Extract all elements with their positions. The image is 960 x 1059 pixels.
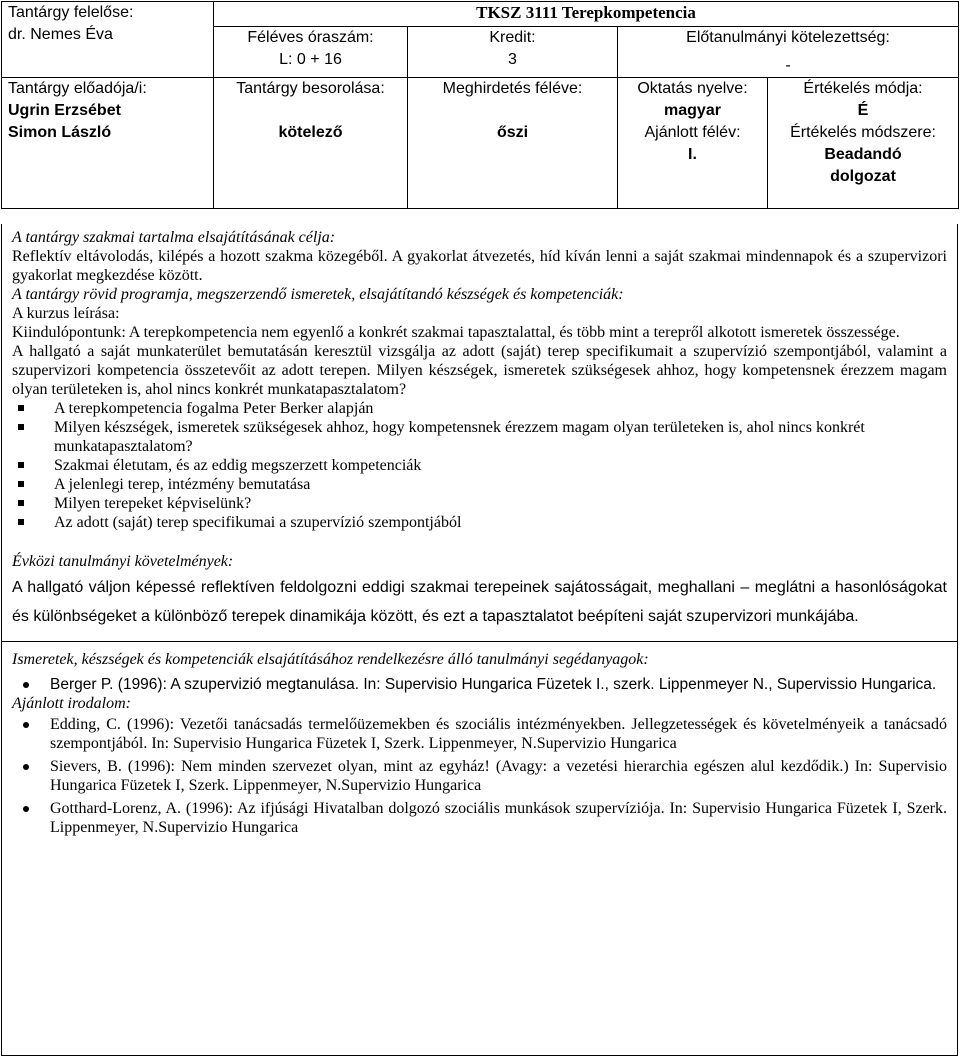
list-item: Milyen készségek, ismeretek szükségesek ahhoz, hogy kompetensnek érezzem magam olyan területeken is, ahol nincs konkrét munkatapasztalatom? <box>12 418 947 456</box>
course-header-table <box>1 1 959 209</box>
list-item: Berger P. (1996): A szupervizió megtanulása. In: Supervisio Hungarica Füzetek I., szerk. Lippenmeyer N., Supervissio Hungarica. <box>12 675 947 694</box>
bullet-icon <box>18 500 24 506</box>
course-description-p1: Kiindulópontunk: A terepkompetencia nem egyenlő a konkrét szakmai tapasztalattal, és több mint a terepről alkotott ismeretek összessége. <box>12 324 900 341</box>
bullet-icon <box>18 462 24 468</box>
semester-label: Meghirdetés féléve: <box>442 80 583 97</box>
semester-value: őszi <box>496 124 529 141</box>
credit-cell <box>408 27 618 78</box>
goal-heading: A tantárgy szakmai tartalma elsajátításának célja: <box>12 229 336 246</box>
lecturer-name-2: Simon László <box>8 124 112 141</box>
language-cell <box>618 78 768 209</box>
language-label: Oktatás nyelve: <box>637 80 748 97</box>
evaluation-method-label: Értékelés módszere: <box>790 124 936 141</box>
lecturer-cell <box>2 78 214 209</box>
prereq-cell <box>618 27 959 78</box>
list-item: Edding, C. (1996): Vezetői tanácsadás termelőüzemekben és szociális intézményekben. Jellegzetességek és követelményeik a tanácsadó szempontjából. In: Supervisio Hungarica Füzetek I, Szerk. Lippenmeyer, N.Supervizio Hungarica <box>12 715 947 753</box>
topic-list <box>12 399 947 532</box>
course-content <box>1 224 958 1056</box>
bullet-icon <box>23 806 29 812</box>
course-description-p2: A hallgató a saját munkaterület bemutatásán keresztül vizsgálja az adott (saját) terep specifikumait a szupervízió szempontjából, valamint a szupervizori kompetencia összetevőit az adott terepen. Milyen készségek, ismeretek szükségesek ahhoz, hogy kompetensnek érezzem magam olyan területeken is, ahol nincs konkrét munkatapasztalatom? <box>12 343 947 398</box>
recommended-heading: Ajánlott irodalom: <box>12 695 131 712</box>
list-item: Sievers, B. (1996): Nem minden szervezet olyan, mint az egyház! (Avagy: a vezetési hierarchia egészen alul kezdődik.) In: Supervisio Hungarica Füzetek I, Szerk. Lippenmeyer, N.Supervizio Hungarica <box>12 757 947 795</box>
prereq-value: - <box>785 57 791 74</box>
materials-list <box>12 675 947 694</box>
evaluation-mode-value: É <box>857 102 869 119</box>
bullet-icon <box>18 519 24 525</box>
classification-label: Tantárgy besorolása: <box>236 80 385 97</box>
requirements-text: A hallgató váljon képessé reflektíven feldolgozni eddigi szakmai terepeinek sajátosságait, meghallani – meglátni a hasonlóságokat és különbségeket a különböző terepek dinamikája között, és ezt a tapasztalatot beépíteni saját szupervizori munkájába. <box>12 579 947 625</box>
evaluation-mode-label: Értékelés módja: <box>803 80 923 97</box>
bullet-icon <box>18 405 24 411</box>
course-description-label: A kurzus leírása: <box>12 305 120 322</box>
recommended-semester-value: I. <box>688 146 697 163</box>
list-item: A jelenlegi terep, intézmény bemutatása <box>12 475 947 494</box>
evaluation-method-value-2: dolgozat <box>830 168 896 185</box>
course-title: TKSZ 3111 Terepkompetencia <box>214 2 959 27</box>
lecturer-name-1: Ugrin Erzsébet <box>8 102 121 119</box>
bullet-icon <box>23 682 29 688</box>
list-item: Szakmai életutam, és az eddig megszerzett kompetenciák <box>12 456 947 475</box>
bullet-icon <box>18 424 24 430</box>
responsible-label: Tantárgy felelőse: <box>8 4 134 21</box>
recommended-semester-label: Ajánlott félév: <box>644 124 741 141</box>
lecturer-label: Tantárgy előadója/i: <box>8 80 147 97</box>
goal-text: Reflektív eltávolodás, kilépés a hozott szakma közegéből. A gyakorlat átvezetés, híd kíván lenni a saját szakmai mindennapok és a szupervizori gyakorlat megkezdése között. <box>12 248 947 284</box>
language-value: magyar <box>664 102 721 119</box>
bullet-icon <box>23 722 29 728</box>
list-item: Milyen terepeket képviselünk? <box>12 494 947 513</box>
responsible-cell <box>2 2 214 78</box>
program-heading: A tantárgy rövid programja, megszerzendő ismeretek, elsajátítandó készségek és kompetenciák: <box>12 286 624 303</box>
evaluation-method-value-1: Beadandó <box>824 146 902 163</box>
bullet-icon <box>23 764 29 770</box>
prereq-label: Előtanulmányi kötelezettség: <box>686 29 890 46</box>
materials-heading: Ismeretek, készségek és kompetenciák elsajátításához rendelkezésre álló tanulmányi segédanyagok: <box>12 651 649 668</box>
recommended-list <box>12 715 947 837</box>
list-item: A terepkompetencia fogalma Peter Berker alapján <box>12 399 947 418</box>
hours-value: L: 0 + 16 <box>279 51 342 68</box>
semester-cell <box>408 78 618 209</box>
evaluation-cell <box>768 78 959 209</box>
classification-value: kötelező <box>278 124 343 141</box>
hours-cell <box>214 27 408 78</box>
hours-label: Féléves óraszám: <box>247 29 374 46</box>
credit-value: 3 <box>508 51 517 68</box>
list-item: Gotthard-Lorenz, A. (1996): Az ifjúsági Hivatalban dolgozó szociális munkások szupervíziója. In: Supervisio Hungarica Füzetek I, Szerk. Lippenmeyer, N.Supervizio Hungarica <box>12 799 947 837</box>
list-item: Az adott (saját) terep specifikumai a szupervízió szempontjából <box>12 513 947 532</box>
credit-label: Kredit: <box>489 29 536 46</box>
responsible-name: dr. Nemes Éva <box>8 26 113 43</box>
classification-cell <box>214 78 408 209</box>
divider <box>2 641 957 642</box>
bullet-icon <box>18 481 24 487</box>
requirements-heading: Évközi tanulmányi követelmények: <box>12 553 234 570</box>
